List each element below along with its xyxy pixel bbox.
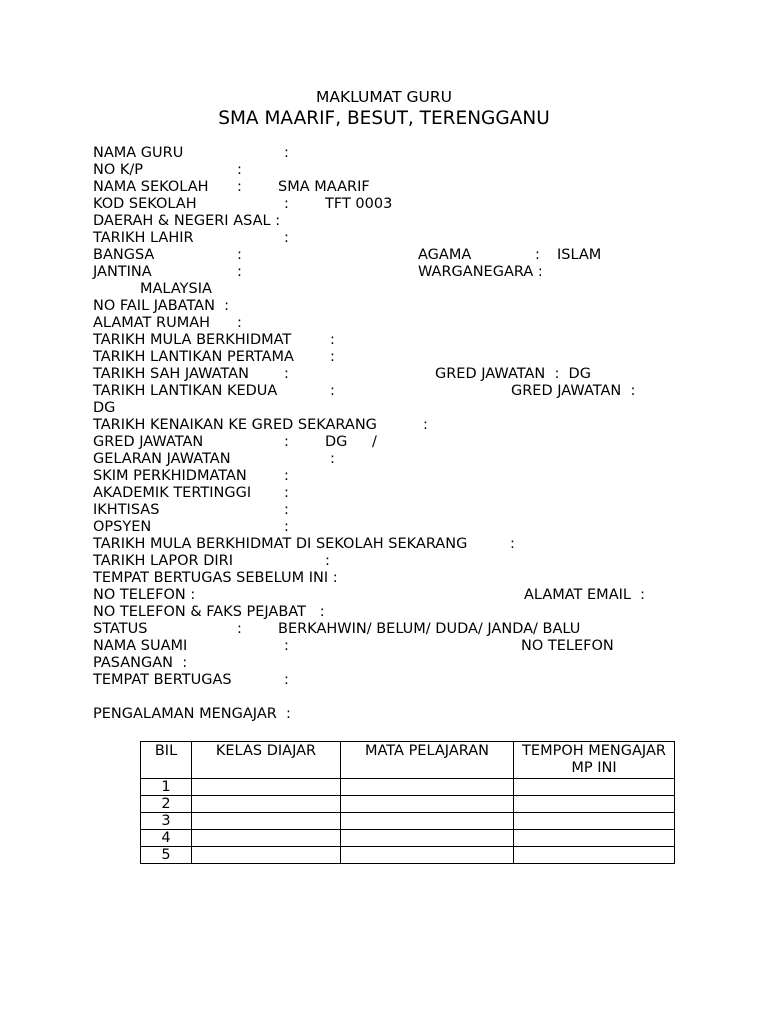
page-title: MAKLUMAT GURU (316, 88, 452, 106)
cell-tempoh[interactable] (514, 847, 675, 864)
cell-kelas[interactable] (192, 830, 341, 847)
form-line-nama-sekolah (93, 179, 713, 196)
cell-tempoh[interactable] (514, 779, 675, 796)
label-tarikh-lahir: TARIKH LAHIR (93, 230, 194, 246)
colon: : (325, 553, 330, 569)
label-alamat-rumah: ALAMAT RUMAH (93, 315, 211, 331)
colon: : (284, 485, 289, 501)
label-no-telefon: NO TELEFON : (93, 587, 196, 603)
label-no-kp: NO K/P (93, 162, 144, 178)
label-lantikan-kedua: TARIKH LANTIKAN KEDUA (93, 383, 278, 399)
form-line-tarikh-lahir (93, 230, 713, 247)
form-line-no-kp (93, 162, 713, 179)
teaching-experience-table (140, 741, 675, 864)
label-pasangan: PASANGAN : (93, 655, 188, 671)
label-tempat-bertugas: TEMPAT BERTUGAS (93, 672, 232, 688)
cell-tempoh[interactable] (514, 813, 675, 830)
colon: : (284, 196, 289, 212)
label-lapor-diri: TARIKH LAPOR DIRI (93, 553, 233, 569)
label-sah-jawatan: TARIKH SAH JAWATAN (93, 366, 249, 382)
colon: : (330, 332, 335, 348)
cell-tempoh[interactable] (514, 796, 675, 813)
colon: : (237, 621, 242, 637)
cell-bil: 1 (141, 779, 192, 796)
label-telefon-faks: NO TELEFON & FAKS PEJABAT : (93, 604, 325, 620)
colon: : (423, 417, 428, 433)
colon: : (237, 162, 242, 178)
colon: : (330, 451, 335, 467)
form-line-skim (93, 468, 713, 485)
cell-mata[interactable] (341, 796, 514, 813)
label-nama-suami: NAMA SUAMI (93, 638, 188, 654)
colon: : (237, 315, 242, 331)
cell-bil: 4 (141, 830, 192, 847)
form-line-tempat-sebelum (93, 570, 713, 587)
form-line-lantikan-pertama (93, 349, 713, 366)
label-no-telefon-2: NO TELEFON (521, 638, 614, 654)
label-gred-jawatan-1: GRED JAWATAN : DG (435, 366, 591, 382)
colon: : (510, 536, 515, 552)
form-line-ikhtisas (93, 502, 713, 519)
value-gred-jawatan: DG (325, 434, 348, 450)
header-tempoh: TEMPOH MENGAJAR MP INI (514, 742, 675, 779)
label-nama-sekolah: NAMA SEKOLAH (93, 179, 209, 195)
cell-mata[interactable] (341, 813, 514, 830)
label-tempat-sebelum: TEMPAT BERTUGAS SEBELUM INI : (93, 570, 338, 586)
form-line-opsyen (93, 519, 713, 536)
colon: : (284, 672, 289, 688)
colon: : (284, 434, 289, 450)
label-bangsa: BANGSA (93, 247, 155, 263)
value-agama: ISLAM (557, 247, 602, 263)
gred-slash: / (372, 434, 377, 450)
table-row (141, 796, 675, 813)
colon: : (284, 145, 289, 161)
cell-bil: 5 (141, 847, 192, 864)
form-line-kod-sekolah (93, 196, 713, 213)
label-jantina: JANTINA (93, 264, 152, 280)
cell-kelas[interactable] (192, 813, 341, 830)
label-warganegara: WARGANEGARA : (418, 264, 543, 280)
label-akademik: AKADEMIK TERTINGGI (93, 485, 252, 501)
label-agama: AGAMA (418, 247, 472, 263)
table-row (141, 847, 675, 864)
form-line-mula-sekolah-sekarang (93, 536, 713, 553)
colon: : (284, 230, 289, 246)
colon: : (284, 519, 289, 535)
form-line-no-fail (93, 298, 713, 315)
label-mula-sekolah-sekarang: TARIKH MULA BERKHIDMAT DI SEKOLAH SEKARANG (93, 536, 468, 552)
form-line-lantikan-kedua (93, 383, 713, 400)
label-ikhtisas: IKHTISAS (93, 502, 160, 518)
cell-bil: 3 (141, 813, 192, 830)
teacher-info-form (93, 145, 713, 723)
table-row (141, 813, 675, 830)
table-row (141, 830, 675, 847)
label-gred-jawatan: GRED JAWATAN (93, 434, 204, 450)
form-line-status (93, 621, 713, 638)
header-bil: BIL (141, 742, 192, 779)
form-line-pasangan (93, 655, 713, 672)
colon: : (535, 247, 540, 263)
label-status: STATUS (93, 621, 148, 637)
form-line-mula-berkhidmat (93, 332, 713, 349)
colon: : (330, 349, 335, 365)
form-line-lapor-diri (93, 553, 713, 570)
form-line-gred-value (93, 400, 713, 417)
label-pengalaman: PENGALAMAN MENGAJAR : (93, 706, 291, 722)
form-line-tempat-bertugas (93, 672, 713, 689)
label-kenaikan-gred: TARIKH KENAIKAN KE GRED SEKARANG (93, 417, 377, 433)
colon: : (237, 264, 242, 280)
value-nama-sekolah: SMA MAARIF (278, 179, 370, 195)
form-line-telefon-faks (93, 604, 713, 621)
label-alamat-email: ALAMAT EMAIL : (524, 587, 646, 603)
cell-mata[interactable] (341, 830, 514, 847)
label-mula-berkhidmat: TARIKH MULA BERKHIDMAT (93, 332, 292, 348)
form-line-nama-suami (93, 638, 713, 655)
cell-tempoh[interactable] (514, 830, 675, 847)
label-nama-guru: NAMA GURU (93, 145, 184, 161)
label-lantikan-pertama: TARIKH LANTIKAN PERTAMA (93, 349, 294, 365)
colon: : (284, 468, 289, 484)
colon: : (284, 502, 289, 518)
form-line-gelaran (93, 451, 713, 468)
form-line-gred-jawatan (93, 434, 713, 451)
value-warganegara: MALAYSIA (140, 281, 212, 297)
cell-mata[interactable] (341, 847, 514, 864)
cell-kelas[interactable] (192, 847, 341, 864)
form-line-sah-jawatan (93, 366, 713, 383)
form-line-akademik (93, 485, 713, 502)
cell-bil: 2 (141, 796, 192, 813)
colon: : (284, 638, 289, 654)
value-kod-sekolah: TFT 0003 (325, 196, 393, 212)
label-gred-jawatan-2: GRED JAWATAN : (511, 383, 636, 399)
header-kelas-diajar: KELAS DIAJAR (192, 742, 341, 779)
label-skim: SKIM PERKHIDMATAN (93, 468, 247, 484)
page-subtitle: SMA MAARIF, BESUT, TERENGGANU (218, 108, 550, 129)
form-line-bangsa-agama (93, 247, 713, 264)
form-line-alamat-rumah (93, 315, 713, 332)
label-gelaran-jawatan: GELARAN JAWATAN (93, 451, 231, 467)
cell-kelas[interactable] (192, 779, 341, 796)
label-opsyen: OPSYEN (93, 519, 152, 535)
table-header-row (141, 742, 675, 779)
cell-kelas[interactable] (192, 796, 341, 813)
form-line-kenaikan-gred (93, 417, 713, 434)
colon: : (237, 247, 242, 263)
colon: : (237, 179, 242, 195)
form-line-daerah (93, 213, 713, 230)
label-daerah: DAERAH & NEGERI ASAL : (93, 213, 281, 229)
label-no-fail: NO FAIL JABATAN : (93, 298, 230, 314)
form-line-nama-guru (93, 145, 713, 162)
table-row (141, 779, 675, 796)
colon: : (330, 383, 335, 399)
value-gred-jawatan-2: DG (93, 400, 116, 416)
value-status: BERKAHWIN/ BELUM/ DUDA/ JANDA/ BALU (278, 621, 581, 637)
form-line-pengalaman (93, 706, 713, 723)
form-line-jantina-warganegara (93, 264, 713, 281)
form-line-warganegara-value (93, 281, 713, 298)
colon: : (284, 366, 289, 382)
form-line-telefon-email (93, 587, 713, 604)
header-mata-pelajaran: MATA PELAJARAN (341, 742, 514, 779)
label-kod-sekolah: KOD SEKOLAH (93, 196, 197, 212)
cell-mata[interactable] (341, 779, 514, 796)
